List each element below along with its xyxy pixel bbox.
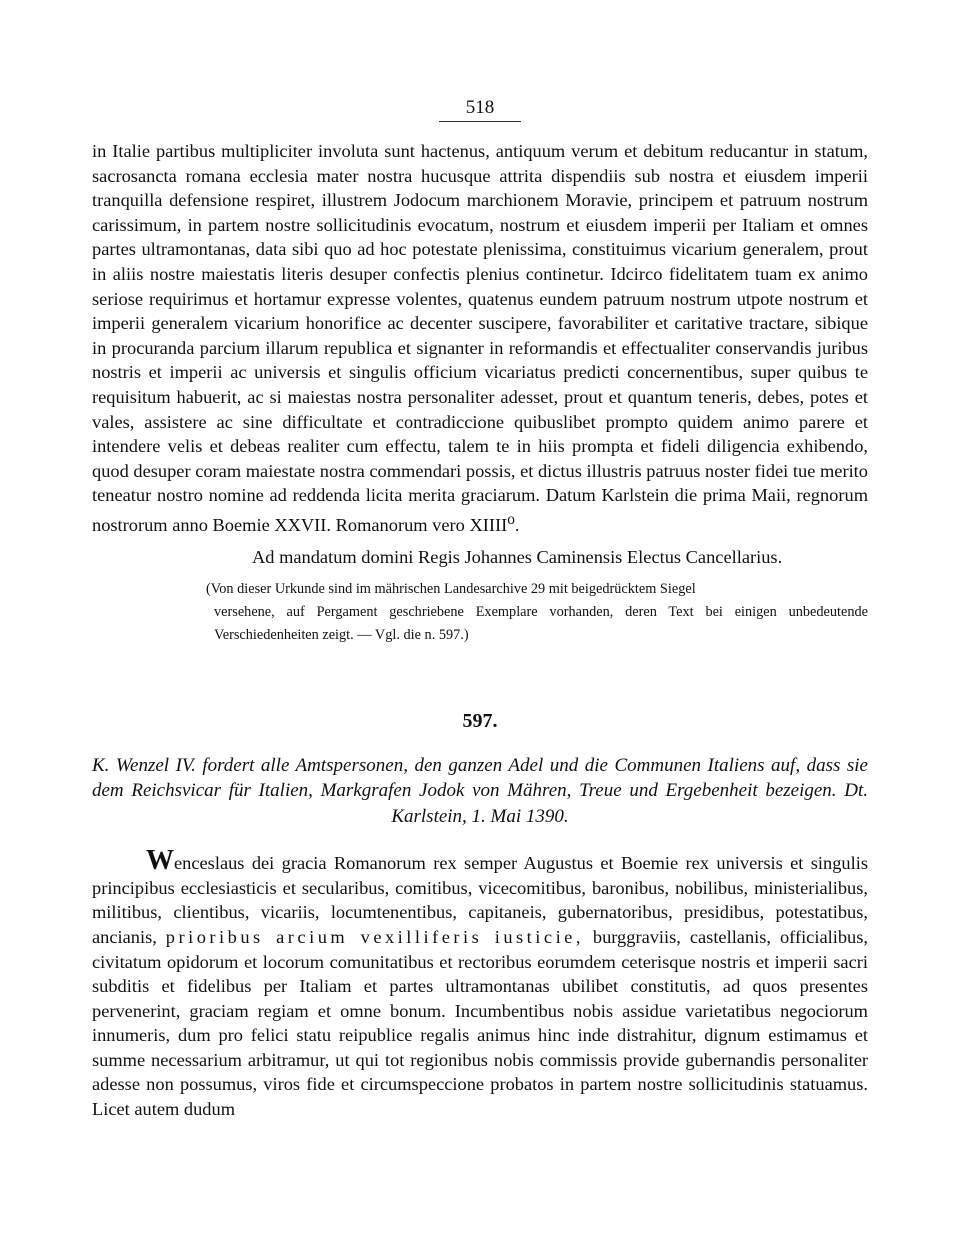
attestation-line: Ad mandatum domini Regis Johannes Caminensis Electus Cancellarius.	[252, 546, 783, 567]
body-text-part2: burggraviis, castellanis, officialibus, civitatum opidorum et locorum comunitatibus et rectoribus eorumdem ceterisque nostris et imperii sacri subditis et fidelibus per Italiam et partes ultramontanas ubilibet constitutis, ad quos presentes pervenerint, graciam regiam et omne bonum. Incumbentibus nobis assidue varietatibus negociorum innumeris, dum pro felici statu reipublice regalis animus hinc inde distrahitur, dignum estimamus et summe necessarium arbitramur, ut qui tot regionibus nobis commissis provide gubernandis personaliter adesse non possumus, viros fide et circumspeccione probatos in partem nostre sollicitudinis statuamus. Licet autem dudum	[92, 926, 868, 1120]
document-number: 597.	[462, 709, 498, 732]
body-text-spaced: prioribus arcium vexilliferis iusticie,	[165, 926, 584, 947]
document-body	[92, 845, 868, 1122]
editorial-note	[92, 578, 868, 647]
body-text-part1: enceslaus dei gracia Romanorum rex semper Augustus et Boemie rex universis et singulis principibus ecclesiasticis et secularibus, comitibus, vicecomitibus, baronibus, nobilibus, ministerialibus, militibus, clientibus, vicariis, locumtenentibus, capitaneis, gubernatoribus, presidibus, potestatibus, ancianis,	[92, 853, 868, 947]
continuation-text: in Italie partibus multipliciter involuta sunt hactenus, antiquum verum et debitum reducantur in statum, sacrosancta romana ecclesia mater nostra hucusque attrita dispendiis sub nostra et eiusdem imperii tranquilla defensione respiret, illustrem Jodocum marchionem Moravie, principem et patruum nostrum carissimum, in partem nostre sollicitudinis evocatum, nostrum et eiusdem imperii per Italiam et omnes partes ultramontanas, data sibi quo ad hoc potestate plenissima, constituimus vicarium generalem, prout in aliis nostre maiestatis literis desuper confectis plenius continetur. Idcirco fidelitatem tuam ex animo seriose requirimus et hortamur expresse volentes, quatenus eundem patruum nostrum utpote nostrum et imperii generalem vicarium honorifice ac decenter suscipere, favorabiliter et caritative tractare, sibique in procuranda parcium illarum republica et signanter in reformandis et effectualiter conservandis juribus nostris et imperii ac universis et singulis officium vicariatus predicti concernentibus, super quibus te requisitum habuerit, ac si maiestas nostra personaliter adesset, prout et quantum teneris, debes, potes et vales, assistere ac sine difficultate et contradiccione quibuslibet prompto quidem animo parere et intendere velis et debeas realiter cum effectu, talem te in hiis prompta et fideli diligencia exhibendo, quod desuper coram maiestate nostra commendari possis, et dictus illustris patruus noster fidei tue merito teneatur nostro nomine ad reddenda licita merita graciarum. Datum Karlstein die prima Maii, regnorum nostrorum anno Boemie XXVII. Romanorum vero XIIII	[92, 141, 868, 536]
continuation-end: .	[514, 515, 520, 536]
continuation-paragraph	[92, 139, 868, 538]
superscript-o: o	[507, 510, 515, 528]
note-rest: versehene, auf Pergament geschriebene Exemplare vorhanden, deren Text bei einigen unbedeutende Verschiedenheiten zeigt. — Vgl. die n. 597.)	[214, 603, 868, 643]
page-number-rule	[439, 121, 521, 122]
document-regest: K. Wenzel IV. fordert alle Amtspersonen, den ganzen Adel und die Communen Italiens auf, dass sie dem Reichsvicar für Italien, Markgrafen Jodok von Mähren, Treue und Ergebenheit bezeigen. Dt. Karlstein, 1. Mai 1390.	[92, 754, 868, 827]
note-first-line: (Von dieser Urkunde sind im mährischen Landesarchive 29 mit beigedrücktem Siegel	[206, 580, 696, 597]
initial-letter: W	[146, 845, 174, 877]
page-number: 518	[465, 97, 495, 118]
